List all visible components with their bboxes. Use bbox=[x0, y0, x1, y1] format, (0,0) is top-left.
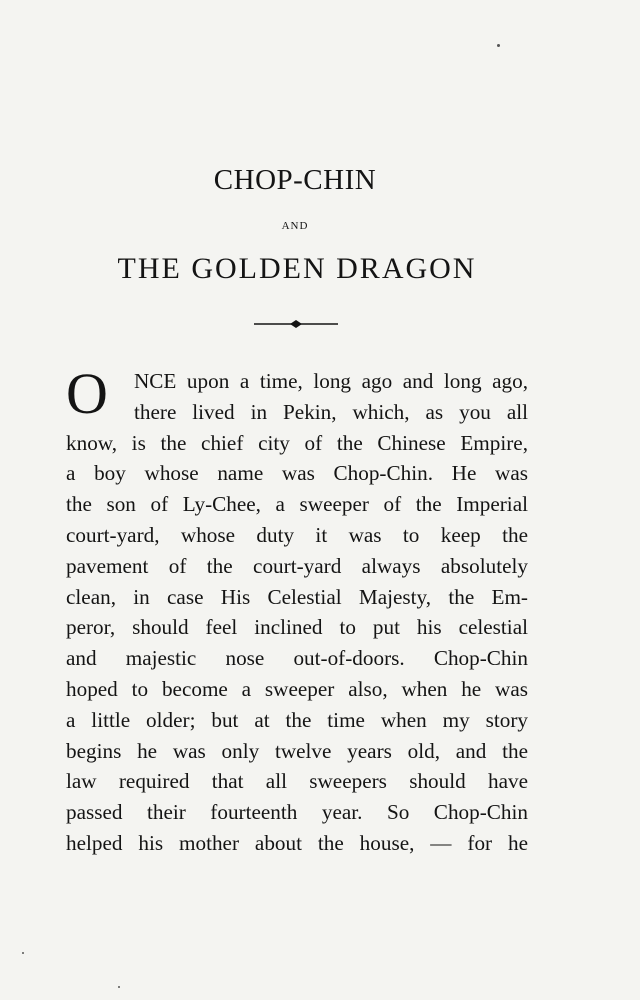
drop-cap: O bbox=[66, 361, 108, 426]
ornament-divider-icon bbox=[254, 318, 338, 330]
text-line: there lived in Pekin, which, as you all bbox=[134, 399, 528, 424]
story-text bbox=[66, 361, 528, 859]
paper-speck bbox=[497, 44, 500, 47]
paper-speck bbox=[22, 952, 24, 954]
text-line: clean, in case His Celestial Majesty, the Em- bbox=[66, 584, 528, 609]
text-line: law required that all sweepers should have bbox=[66, 769, 528, 794]
text-line: and majestic nose out-of-doors. Chop-Chin bbox=[66, 646, 528, 671]
chapter-subtitle: THE GOLDEN DRAGON bbox=[117, 252, 477, 285]
text-line: begins he was only twelve years old, and the bbox=[66, 738, 528, 763]
title-conjunction: AND bbox=[281, 220, 309, 232]
text-line: peror, should feel inclined to put his celestial bbox=[66, 615, 528, 640]
text-line: NCE upon a time, long ago and long ago, bbox=[134, 369, 528, 393]
paper-speck bbox=[118, 986, 120, 988]
text-line: the son of Ly-Chee, a sweeper of the Imperial bbox=[66, 492, 528, 517]
chapter-title: CHOP-CHIN bbox=[213, 164, 377, 196]
text-line: know, is the chief city of the Chinese Empire, bbox=[66, 430, 528, 455]
text-line: a little older; but at the time when my story bbox=[66, 707, 528, 732]
text-line: hoped to become a sweeper also, when he was bbox=[66, 676, 528, 701]
text-line: passed their fourteenth year. So Chop-Chin bbox=[66, 800, 528, 825]
text-line: helped his mother about the house, — for he bbox=[66, 830, 528, 855]
text-line: pavement of the court-yard always absolutely bbox=[66, 553, 528, 578]
text-line: court-yard, whose duty it was to keep the bbox=[66, 522, 528, 547]
text-line: a boy whose name was Chop-Chin. He was bbox=[66, 461, 528, 486]
